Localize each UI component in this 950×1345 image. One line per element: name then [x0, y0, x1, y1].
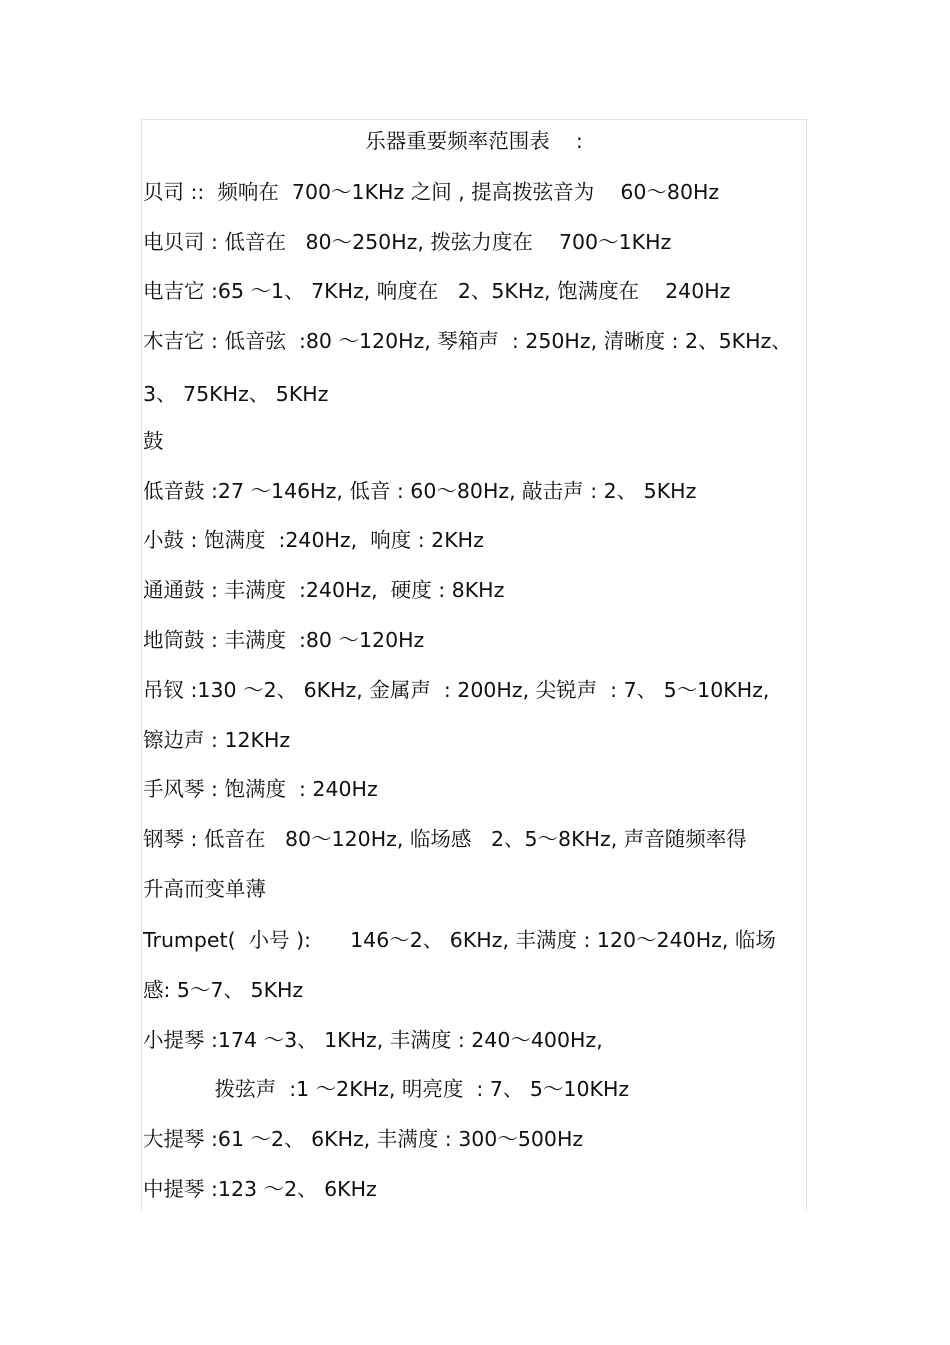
text-line-violin-cont: 拨弦声 :1 ～2KHz, 明亮度 : 7、 5～10KHz — [143, 1077, 630, 1101]
text-line-electric-bass: 电贝司 : 低音在 80～250Hz, 拨弦力度在 700～1KHz — [143, 230, 672, 254]
text-line-piano-cont: 升高而变单薄 — [143, 877, 266, 901]
text-line-snare: 小鼓 : 饱满度 :240Hz, 响度 : 2KHz — [143, 528, 484, 552]
text-line-cymbal: 吊钗 :130 ～2、 6KHz, 金属声 : 200Hz, 尖锐声 : 7、 5～10KHz, — [143, 678, 770, 702]
text-line-electric-guitar: 电吉它 :65 ～1、 7KHz, 响度在 2、5KHz, 饱满度在 240Hz — [143, 279, 731, 303]
text-line-bass: 贝司 :: 频响在 700～1KHz 之间 , 提高拨弦音为 60～80Hz — [143, 180, 720, 204]
text-line-trumpet: Trumpet( 小号 ): 146～2、 6KHz, 丰满度 : 120～240Hz, 临场 — [143, 928, 776, 952]
text-line-acoustic-guitar-cont: 3、 75KHz、 5KHz — [143, 382, 329, 406]
text-line-violin: 小提琴 :174 ～3、 1KHz, 丰满度 : 240～400Hz, — [143, 1028, 603, 1052]
text-line-viola: 中提琴 :123 ～2、 6KHz — [143, 1177, 377, 1201]
text-line-accordion: 手风琴 : 饱满度 : 240Hz — [143, 777, 378, 801]
text-line-piano: 钢琴 : 低音在 80～120Hz, 临场感 2、5～8KHz, 声音随频率得 — [143, 827, 747, 851]
document-title: 乐器重要频率范围表 : — [365, 129, 583, 153]
text-line-bass-drum: 低音鼓 :27 ～146Hz, 低音 : 60～80Hz, 敲击声 : 2、 5KHz — [143, 479, 697, 503]
text-line-acoustic-guitar: 木吉它 : 低音弦 :80 ～120Hz, 琴箱声 : 250Hz, 清晰度 : 2、5KHz、 — [143, 329, 792, 353]
text-line-cymbal-edge: 镲边声 : 12KHz — [143, 728, 291, 752]
text-line-trumpet-cont: 感: 5～7、 5KHz — [143, 978, 304, 1002]
text-line-tom: 通通鼓 : 丰满度 :240Hz, 硬度 : 8KHz — [143, 578, 505, 602]
text-line-floor-tom: 地筒鼓 : 丰满度 :80 ～120Hz — [143, 628, 425, 652]
text-line-cello: 大提琴 :61 ～2、 6KHz, 丰满度 : 300～500Hz — [143, 1127, 584, 1151]
text-line-drums-heading: 鼓 — [143, 429, 164, 453]
